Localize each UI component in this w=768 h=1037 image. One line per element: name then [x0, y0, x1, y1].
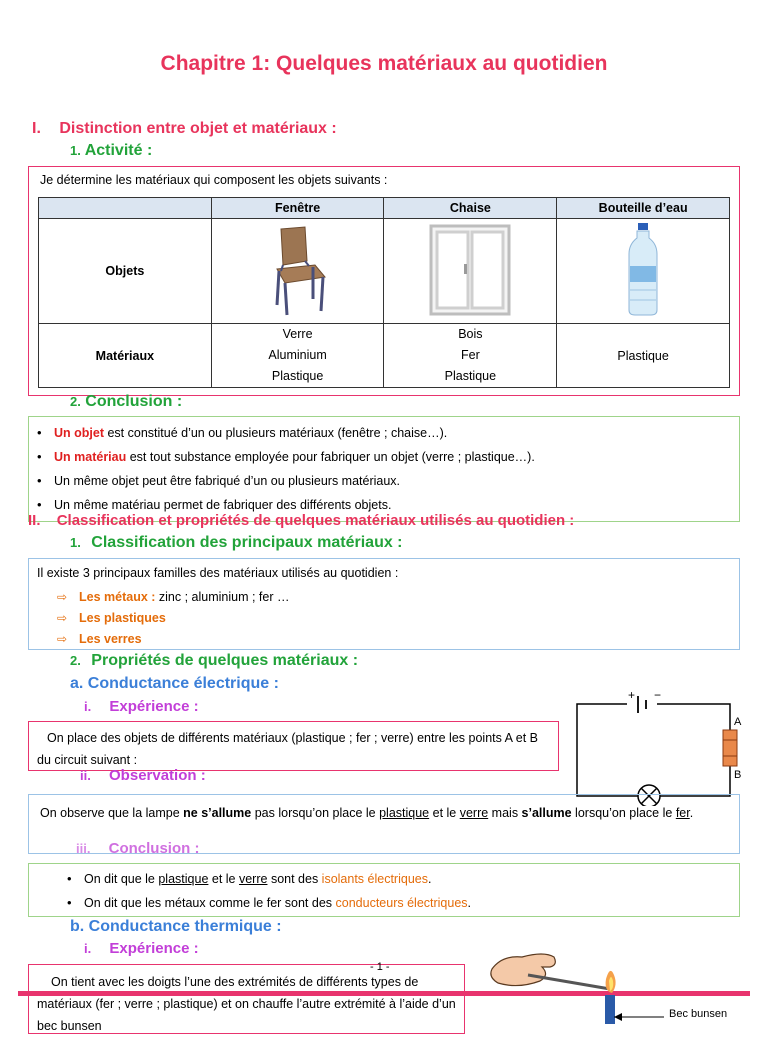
family-item: ⇨ Les métaux : zinc ; aluminium ; fer …	[57, 587, 290, 608]
observation-heading	[80, 767, 206, 784]
arrow-icon: ⇨	[57, 611, 68, 625]
electric-conclusion-number: iii.	[76, 841, 91, 856]
classification-heading	[70, 534, 403, 552]
table-corner	[39, 198, 212, 219]
section-2-heading	[28, 512, 574, 529]
material-item: Plastique	[444, 369, 497, 383]
electric-conclusion-item: • On dit que les métaux comme le fer sont des conducteurs électriques.	[59, 891, 739, 915]
thermal-letter: b.	[70, 918, 85, 935]
properties-title: Propriétés de quelques matériaux :	[91, 652, 359, 669]
point-a-label: A	[734, 716, 742, 728]
electric-circuit-diagram	[572, 688, 768, 806]
thermal-title: Conductance thermique :	[88, 918, 282, 935]
electric-heading	[70, 675, 279, 693]
section-1-title: Distinction entre objet et matériaux :	[59, 120, 337, 137]
families-list	[57, 587, 290, 650]
electric-conclusion-box	[28, 863, 740, 917]
classification-title: Classification des principaux matériaux :	[91, 534, 403, 551]
family-item: ⇨ Les verres	[57, 629, 290, 650]
arrow-icon: ⇨	[57, 632, 68, 646]
section-2-title: Classification et propriétés de quelques matériaux utilisés au quotidien :	[56, 512, 575, 529]
table-header: Chaise	[384, 198, 557, 219]
bunsen-label: Bec bunsen	[669, 1008, 728, 1020]
page-number: - 1 -	[370, 961, 390, 973]
observation-number: ii.	[80, 768, 91, 783]
experiment-title: Expérience :	[109, 698, 199, 715]
activity-heading	[70, 142, 152, 160]
observation-text: On observe que la lampe ne s’allume pas lorsqu’on place le plastique et le verre mais s’allume lorsqu’on place le fer.	[40, 806, 694, 820]
table-header: Fenêtre	[211, 198, 384, 219]
page-title: Chapitre 1: Quelques matériaux au quotidien	[160, 52, 608, 75]
table-header: Bouteille d’eau	[557, 198, 730, 219]
materials-table	[38, 197, 730, 388]
properties-heading	[70, 652, 358, 670]
hand-icon	[491, 954, 555, 986]
section-2-number: II.	[28, 512, 41, 529]
activity-number: 1.	[70, 143, 81, 158]
material-item: Plastique	[271, 369, 324, 383]
material-item: Fer	[460, 348, 480, 362]
electric-conclusion-item: • On dit que le plastique et le verre sont des isolants électriques.	[59, 867, 739, 891]
bottle-image	[557, 219, 730, 324]
material-item: Bois	[458, 327, 483, 341]
thermal-experiment-heading	[84, 940, 199, 957]
plus-sign: +	[628, 688, 636, 702]
bunsen-burner-icon	[605, 995, 615, 1024]
properties-number: 2.	[70, 653, 81, 668]
conclusion-title: Conclusion :	[85, 393, 183, 410]
conclusion-box	[28, 416, 740, 522]
row-label-objets: Objets	[39, 219, 212, 324]
observation-title: Observation :	[109, 767, 206, 784]
thermal-experiment-title: Expérience :	[109, 940, 199, 957]
section-1-number: I.	[32, 120, 41, 137]
materials-cell	[557, 324, 730, 388]
materials-cell	[211, 324, 384, 388]
materials-cell	[384, 324, 557, 388]
arrow-icon: ⇨	[57, 590, 68, 604]
electric-conclusion-title: Conclusion :	[108, 840, 200, 857]
experiment-number: i.	[84, 699, 92, 714]
thermal-heading	[70, 918, 282, 936]
classification-box	[28, 558, 740, 650]
minus-sign: −	[654, 688, 662, 702]
window-image	[384, 219, 557, 324]
material-item: Aluminium	[268, 348, 327, 362]
electric-conclusion-heading	[76, 840, 199, 857]
material-item: Plastique	[617, 348, 669, 363]
conclusion-item: • Un matériau est tout substance employée pour fabriquer un objet (verre ; plastique…).	[29, 445, 739, 469]
activity-intro: Je détermine les matériaux qui composent les objets suivants :	[40, 173, 388, 187]
electric-experiment-box	[28, 721, 559, 771]
conclusion-item: • Un objet est constitué d’un ou plusieurs matériaux (fenêtre ; chaise…).	[29, 421, 739, 445]
conclusion-item: • Un même matériau permet de fabriquer des différents objets.	[29, 493, 739, 517]
electric-experiment-text: On place des objets de différents matériaux (plastique ; fer ; verre) entre les points A et B du circuit suivant :	[37, 731, 539, 767]
conclusion-heading	[70, 393, 182, 411]
family-item: ⇨ Les plastiques	[57, 608, 290, 629]
electric-letter: a.	[70, 675, 84, 692]
row-label-materiaux: Matériaux	[39, 324, 212, 388]
point-b-label: B	[734, 769, 742, 781]
conclusion-item: • Un même objet peut être fabriqué d’un ou plusieurs matériaux.	[29, 469, 739, 493]
electric-experiment-heading	[84, 698, 199, 715]
electric-title: Conductance électrique :	[87, 675, 279, 692]
thermal-experiment-number: i.	[84, 941, 92, 956]
bunsen-experiment-drawing	[488, 945, 758, 1024]
activity-box	[28, 166, 740, 396]
thermal-experiment-text: On tient avec les doigts l’une des extrémités de différents types de matériaux (fer ; verre ; plastique) et on chauffe l’autre extrémité à l’aide d’un bec bunsen	[37, 975, 456, 1033]
classification-intro: Il existe 3 principaux familles des matériaux utilisés au quotidien :	[37, 566, 399, 580]
activity-title: Activité :	[84, 142, 153, 159]
conclusion-number: 2.	[70, 394, 81, 409]
section-1-heading	[32, 120, 337, 138]
chair-image	[211, 219, 384, 324]
classification-number: 1.	[70, 535, 81, 550]
material-item: Verre	[282, 327, 313, 341]
